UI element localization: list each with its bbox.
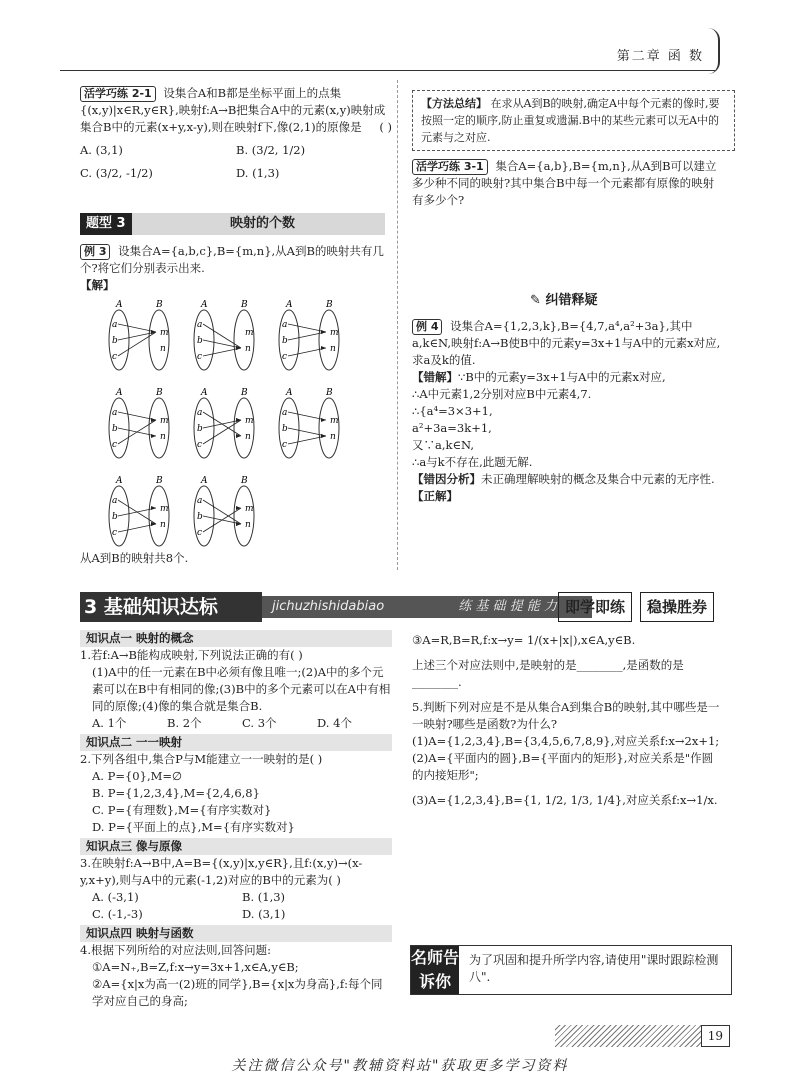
knowledge-column-right [412,632,722,809]
set-b-ellipse [234,398,254,458]
element-a-b: b [112,424,118,434]
element-a-c: c [112,352,118,362]
arrow-head [151,434,156,438]
option-b: B. (3/2, 1/2) [236,143,306,157]
element-b-m: m [330,416,339,426]
header-bracket [708,28,720,74]
set-a-label: A [286,388,293,398]
kp1-option-d: D. 4个 [317,716,352,730]
set-b-ellipse [234,486,254,546]
example-conclusion: 从A到B的映射共8个. [80,551,189,565]
kp4-rule-1: ①A=N₊,B=Z,f:x→y=3x+1,x∈A,y∈B; [92,960,299,974]
set-b-ellipse [319,398,339,458]
kp3-option-a: A. (-3,1) [92,890,139,904]
element-b-m: m [245,328,254,338]
element-a-c: c [112,440,118,450]
set-b-label: B [326,388,333,398]
kp3-option-b: B. (1,3) [242,890,286,904]
q5-question: 5.判断下列对应是不是从集合A到集合B的映射,其中哪些是一一映射?哪些是函数?为什么? [412,700,720,731]
kp4-rule-2: ②A={x|x为高一(2)班的同学},B={x|x为身高},f:每个同学对应自己的身高; [92,977,383,1008]
wrong-line-5: 又∵a,k∈N, [412,438,474,452]
kp1-title: 知识点一 映射的概念 [80,630,392,647]
element-a-c: c [112,528,118,538]
arrow-head [151,506,156,510]
wrong-line-4: a²+3a=3k+1, [412,421,492,435]
set-b-ellipse [234,310,254,370]
page-number-bar [555,1025,730,1047]
wrong-line-2: ∴A中元素1,2分别对应B中元素4,7. [412,387,592,401]
teacher-note [410,945,732,995]
set-b-label: B [241,300,248,310]
type-title: 映射的个数 [230,216,296,231]
example4-tag: 例 4 [412,319,442,335]
kp1-question: 1.若f:A→B能构成映射,下列说法正确的有( ) [80,648,303,662]
correction-title-text: 纠错释疑 [545,293,598,308]
set-b-label: B [156,300,163,310]
element-a-c: c [197,352,203,362]
set-b-ellipse [319,310,339,370]
kp2-option-b: B. P={1,2,3,4},M={2,4,6,8} [92,786,260,800]
type-label: 题型 3 [80,213,132,235]
element-b-n: n [245,520,251,530]
section-number: 3 基础知识达标 [80,592,262,622]
element-b-n: n [160,432,166,442]
set-a-label: A [116,300,123,310]
example-text: 设集合A={a,b,c},B={m,n},从A到B的映射共有几个?将它们分别表示出来. [80,244,384,275]
element-a-a: a [282,320,288,330]
option-a: A. (3,1) [80,143,123,157]
element-b-m: m [330,328,339,338]
set-b-label: B [241,476,248,486]
q4-ask: 上述三个对应法则中,是映射的是________,是函数的是________. [412,658,684,689]
kp3-option-d: D. (3,1) [242,907,286,921]
correction-icon: ✎ [530,293,541,308]
set-b-label: B [241,388,248,398]
q5-part-3: (3)A={1,2,3,4},B={1, 1/2, 1/3, 1/4},对应关系f:x→1/x. [412,793,718,807]
set-b-label: B [326,300,333,310]
mapping-arrow [288,428,326,436]
example-4 [412,318,722,505]
kp3-question: 3.在映射f:A→B中,A=B={(x,y)|x,y∈R},且f:(x,y)→(x-y,x+y),则与A中的元素(-1,2)对应的B中的元素为( ) [80,856,363,887]
type-banner [80,213,385,235]
set-a-label: A [201,388,208,398]
kp4-title: 知识点四 映射与函数 [80,925,392,942]
example-tag: 例 3 [80,244,110,260]
section-banner [80,592,720,622]
wrong-line-6: ∴a与k不存在,此题无解. [412,455,533,469]
element-b-m: m [160,504,169,514]
section-pinyin-bar [262,596,592,618]
header-rule [60,70,715,71]
practice-tag-3-1: 活学巧练 3-1 [412,159,488,175]
q4-rule-3: ③A=R,B=R,f:x→y= 1/(x+|x|),x∈A,y∈B. [412,633,636,647]
element-a-b: b [112,512,118,522]
option-c: C. (3/2, -1/2) [80,166,153,180]
answer-paren: ( ) [379,120,392,134]
q5-part-1: (1)A={1,2,3,4},B={3,4,5,6,7,8,9},对应关系f:x→2x+1; [412,734,720,748]
element-a-c: c [282,352,288,362]
kp2-title: 知识点二 一一映射 [80,734,392,751]
bottom-note: 关注微信公众号"教辅资料站"获取更多学习资料 [231,1058,569,1074]
element-b-n: n [160,344,166,354]
kp3-option-c: C. (-1,-3) [92,907,143,921]
method-label: 【方法总结】 [421,97,487,110]
set-a-label: A [201,300,208,310]
right-label: 【正解】 [412,489,458,503]
kp2-question: 2.下列各组中,集合P与M能建立一一映射的是( ) [80,752,323,766]
reason-label: 【错因分析】 [412,472,481,486]
method-summary [412,90,735,151]
example4-text: 设集合A={1,2,3,k},B={4,7,a⁴,a²+3a},其中a,k∈N,映射f:A→B使B中的元素y=3x+1与A中的元素x对应,求a及k的值. [412,319,721,367]
set-a-label: A [116,388,123,398]
mapping-arrow [118,508,156,516]
chapter-header: 第二章 函 数 [616,49,704,64]
element-a-b: b [282,336,288,346]
practice-3-1 [412,158,722,209]
section-box-2: 稳操胜券 [640,592,714,622]
element-b-n: n [160,520,166,530]
reason-text: 未正确理解映射的概念及集合中元素的无序性. [481,472,715,486]
mapping-arrow [288,332,326,340]
option-d: D. (1,3) [236,166,280,180]
element-a-b: b [282,424,288,434]
practice-tag: 活学巧练 2-1 [80,86,156,102]
element-a-b: b [112,336,118,346]
kp1-option-b: B. 2个 [167,716,202,730]
section-slogan: 练 基 础 提 能 力 [458,599,557,614]
kp3-title: 知识点三 像与原像 [80,838,392,855]
column-divider [397,80,398,570]
practice-2-1 [80,85,392,182]
set-b-ellipse [149,486,169,546]
practice-3-1-text: 集合A={a,b},B={m,n},从A到B可以建立多少种不同的映射?其中集合B中每一个元素都有原像的映射有多少个? [412,159,717,207]
set-b-label: B [156,388,163,398]
teacher-text: 为了巩固和提升所学内容,请使用"课时跟踪检测八". [469,953,719,984]
element-b-n: n [330,344,336,354]
wrong-line-3: ∴{a⁴=3×3+1, [412,404,493,418]
arrow-head [321,346,326,350]
page-number: 19 [701,1025,730,1047]
element-a-a: a [282,408,288,418]
set-a-label: A [116,476,123,486]
element-b-m: m [160,416,169,426]
arrow-head [321,330,326,334]
element-b-m: m [245,504,254,514]
solution-label: 【解】 [80,278,115,292]
teacher-badge: 名师告诉你 [411,946,459,994]
set-a-label: A [201,476,208,486]
mapping-diagrams [100,298,360,548]
element-a-a: a [112,496,118,506]
wrong-label: 【错解】 [412,370,458,384]
arrow-head [321,434,326,438]
element-b-n: n [245,344,251,354]
element-b-n: n [245,432,251,442]
kp4-question: 4.根据下列所给的对应法则,回答问题: [80,943,272,957]
set-a-label: A [286,300,293,310]
element-a-b: b [197,424,203,434]
practice-text: 设集合A和B都是坐标平面上的点集{(x,y)|x∈R,y∈R},映射f:A→B把集合A中的元素(x,y)映射成集合B中的元素(x+y,x-y),则在映射f下,像(2,1)的原像是 [80,86,386,134]
element-a-c: c [282,440,288,450]
set-b-ellipse [149,310,169,370]
wrong-line-1: ∵B中的元素y=3x+1与A中的元素x对应, [458,370,666,384]
kp1-option-a: A. 1个 [92,716,127,730]
section-box-1: 即学即练 [558,592,632,622]
arrow-head [321,418,326,422]
element-a-b: b [197,512,203,522]
element-a-c: c [197,440,203,450]
correction-title [530,292,597,309]
kp2-option-c: C. P={有理数},M={有序实数对} [92,803,272,817]
kp2-option-a: A. P={0},M=∅ [92,769,183,783]
section-pinyin: jichuzhishidabiao [272,599,385,614]
element-b-m: m [245,416,254,426]
kp2-option-d: D. P={平面上的点},M={有序实数对} [92,820,295,834]
kp1-option-c: C. 3个 [242,716,277,730]
q5-part-2: (2)A={平面内的圆},B={平面内的矩形},对应关系是"作圆的内接矩形"; [412,751,714,782]
knowledge-column-left [80,628,392,1010]
element-b-n: n [330,432,336,442]
element-a-a: a [112,408,118,418]
set-b-label: B [156,476,163,486]
method-text: 在求从A到B的映射,确定A中每个元素的像时,要按照一定的顺序,防止重复或遗漏.B中的某些元素可以无A中的元素与之对应. [421,97,720,144]
element-a-a: a [112,320,118,330]
kp1-statements: (1)A中的任一元素在B中必须有像且唯一;(2)A中的多个元素可以在B中有相同的像;(3)B中的多个元素可以在A中有相同的原像;(4)像的集合就是集合B. [92,665,391,713]
element-a-a: a [197,408,203,418]
element-a-a: a [197,496,203,506]
element-a-b: b [197,336,203,346]
element-a-c: c [197,528,203,538]
element-a-a: a [197,320,203,330]
example-3 [80,243,392,294]
set-b-ellipse [149,398,169,458]
element-b-m: m [160,328,169,338]
